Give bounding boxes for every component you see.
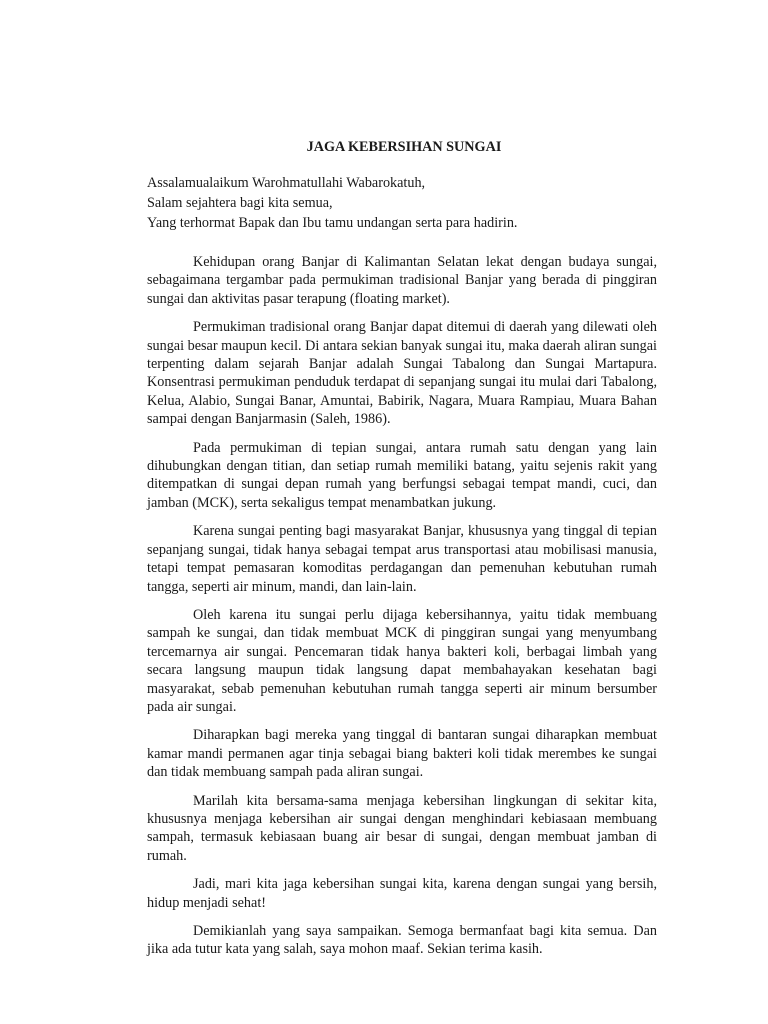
paragraph: Demikianlah yang saya sampaikan. Semoga bermanfaat bagi kita semua. Dan jika ada tutur kata yang salah, saya mohon maaf. Sekian terima kasih. (147, 923, 657, 958)
salutation-line: Assalamualaikum Warohmatullahi Wabarokatuh, (147, 175, 426, 191)
salutation-line: Yang terhormat Bapak dan Ibu tamu undangan serta para hadirin. (147, 215, 518, 231)
salutation-line: Salam sejahtera bagi kita semua, (147, 195, 333, 211)
paragraph: Marilah kita bersama-sama menjaga kebersihan lingkungan di sekitar kita, khususnya menjaga kebersihan air sungai dengan menghindari kebiasaan membuang sampah, termasuk kebiasaan buang air besar di sungai, dengan membuat jamban di rumah. (147, 792, 657, 864)
salutation-block (147, 173, 657, 233)
paragraph: Permukiman tradisional orang Banjar dapat ditemui di daerah yang dilewati oleh sungai besar maupun kecil. Di antara sekian banyak sungai itu, maka daerah aliran sungai terpenting dalam sejarah Banjar adalah Sungai Tabalong dan Sungai Martapura. Konsentrasi permukiman penduduk terdapat di sepanjang sungai itu mulai dari Tabalong, Kelua, Alabio, Sungai Banar, Amuntai, Babirik, Nagara, Muara Rampiau, Muara Bahan sampai dengan Banjarmasin (Saleh, 1986). (147, 319, 657, 428)
document-title: JAGA KEBERSIHAN SUNGAI (306, 139, 502, 155)
document-body (147, 137, 657, 969)
paragraph: Diharapkan bagi mereka yang tinggal di bantaran sungai diharapkan membuat kamar mandi permanen agar tinja sebagai biang bakteri koli tidak merembes ke sungai dan tidak membuang sampah pada aliran sungai. (147, 727, 657, 781)
paragraph: Pada permukiman di tepian sungai, antara rumah satu dengan yang lain dihubungkan dengan titian, dan setiap rumah memiliki batang, yaitu sejenis rakit yang ditempatkan di sungai depan rumah yang berfungsi sebagai tempat mandi, cuci, dan jamban (MCK), serta sekaligus tempat menambatkan jukung. (147, 439, 657, 511)
paragraph: Karena sungai penting bagi masyarakat Banjar, khususnya yang tinggal di tepian sepanjang sungai, tidak hanya sebagai tempat arus transportasi atau mobilisasi manusia, tetapi tempat pemasaran komoditas perdagangan dan pemenuhan kebutuhan rumah tangga, seperti air minum, mandi, dan lain-lain. (147, 523, 657, 595)
paragraph: Oleh karena itu sungai perlu dijaga kebersihannya, yaitu tidak membuang sampah ke sungai, dan tidak membuat MCK di pinggiran sungai yang menyumbang tercemarnya air sungai. Pencemaran tidak hanya bakteri koli, berbagai limbah yang secara langsung maupun tidak langsung dapat membahayakan kesehatan bagi masyarakat, sebab pemenuhan kebutuhan rumah tangga seperti air minum bersumber pada air sungai. (147, 606, 657, 715)
paragraph: Kehidupan orang Banjar di Kalimantan Selatan lekat dengan budaya sungai, sebagaimana tergambar pada permukiman tradisional Banjar yang berada di pinggiran sungai dan aktivitas pasar terapung (floating market). (147, 254, 657, 307)
paragraph: Jadi, mari kita jaga kebersihan sungai kita, karena dengan sungai yang bersih, hidup menjadi sehat! (147, 876, 657, 911)
